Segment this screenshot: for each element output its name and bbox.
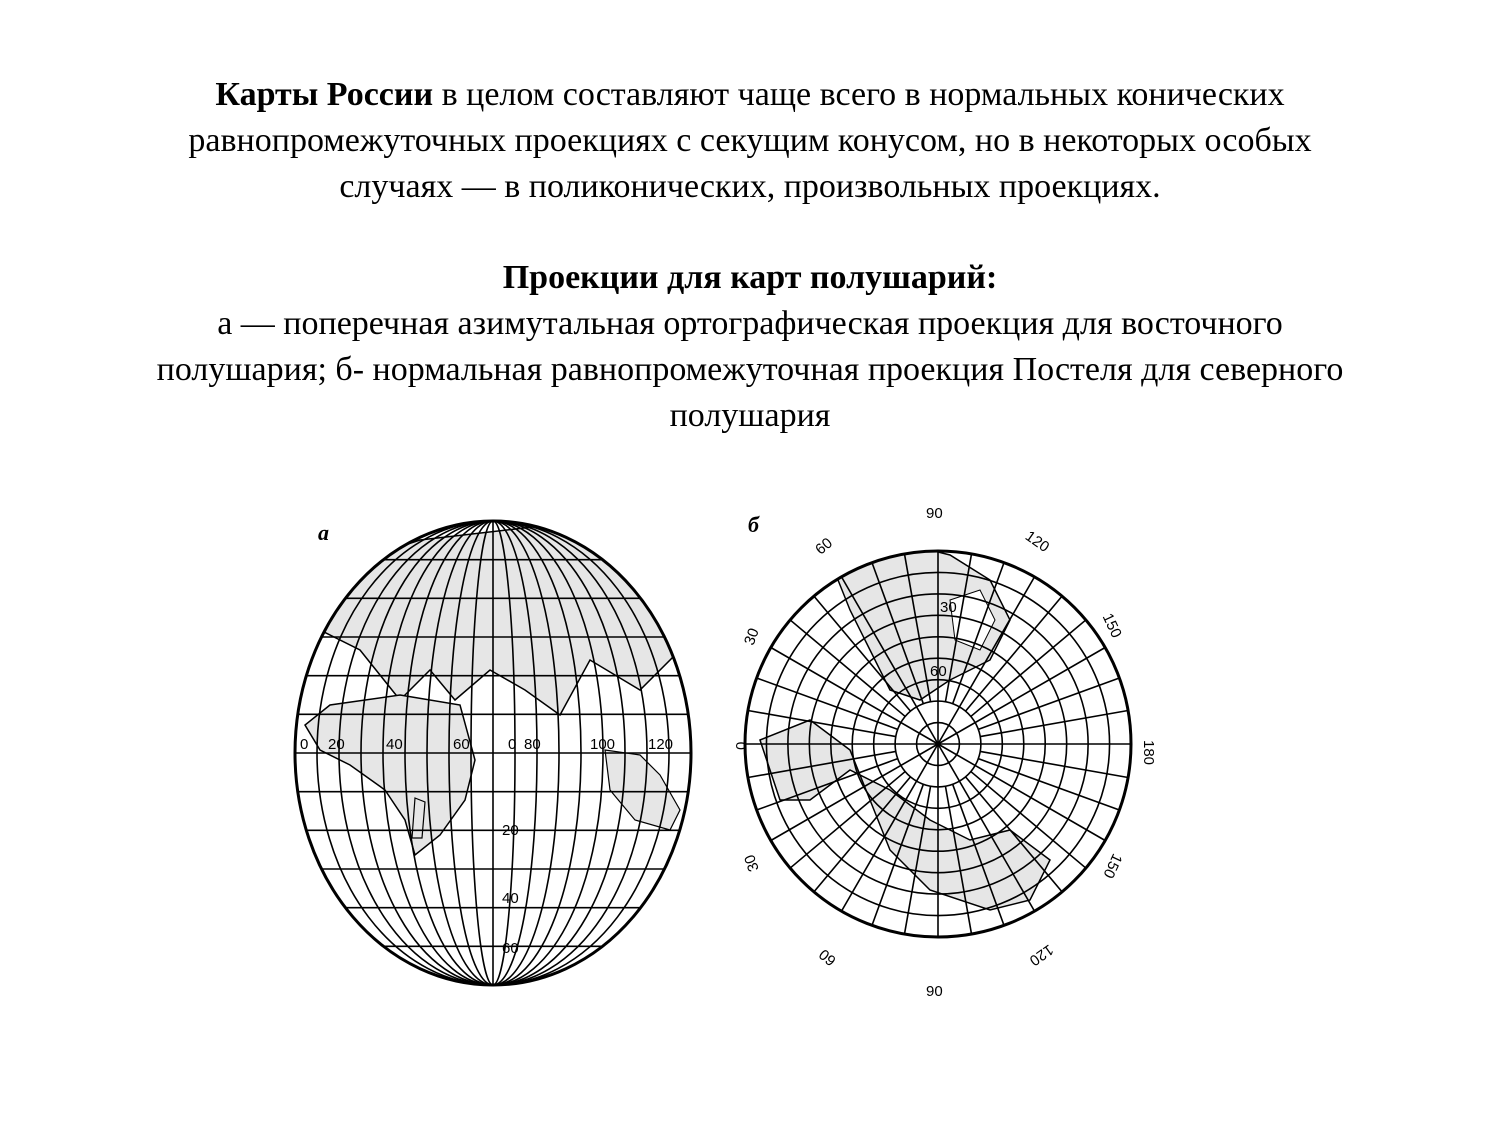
map-a-equator-label: 40 xyxy=(386,736,403,753)
map-b-label-lower-left-60: 60 xyxy=(815,945,840,970)
map-b-meridian xyxy=(980,751,1128,777)
intro-line-1: в целом составляют чаще всего в нормальных конических xyxy=(433,76,1285,113)
map-b-graticule xyxy=(745,551,1131,937)
caption-paragraph xyxy=(60,255,1440,439)
map-b-label-inner-60: 60 xyxy=(930,663,947,680)
map-b-label-bottom: 90 xyxy=(926,983,943,997)
map-b-label-lower-right-120: 120 xyxy=(1026,940,1057,970)
intro-bold-term: Карты России xyxy=(215,76,434,113)
map-a-equator-label: 60 xyxy=(453,736,470,753)
map-a-equator-label: 0 xyxy=(508,736,517,753)
caption-title: Проекции для карт полушарий: xyxy=(502,259,998,296)
map-a-meridian-label: 20 xyxy=(502,822,519,839)
map-b-letter: б xyxy=(748,512,759,537)
map-a-orthographic xyxy=(295,520,691,985)
map-b-label-left: 0 xyxy=(733,741,750,750)
caption-line-1: а — поперечная азимутальная ортографическая проекция для восточного xyxy=(217,305,1283,342)
map-b-label-right: 180 xyxy=(1140,740,1157,766)
map-b-postel xyxy=(733,505,1157,997)
map-a-equator-label: 0 xyxy=(300,736,309,753)
map-a-equator-label: 100 xyxy=(590,736,616,753)
map-a-meridian-label: 60 xyxy=(502,940,519,957)
map-b-label-inner-30: 30 xyxy=(940,599,957,616)
caption-line-2: полушария; б- нормальная равнопромежуточная проекция Постеля для северного xyxy=(156,351,1344,388)
map-a-meridian-label: 40 xyxy=(502,890,519,907)
map-b-label-upper-right-120: 120 xyxy=(1021,527,1053,556)
map-b-label-lower-left-30: 30 xyxy=(741,852,763,874)
map-b-label-upper-left-60: 60 xyxy=(812,534,836,559)
caption-line-3: полушария xyxy=(669,397,831,434)
projection-figure xyxy=(290,500,1165,997)
intro-line-3: случаях — в поликонических, произвольных проекциях. xyxy=(339,168,1161,205)
map-b-meridian xyxy=(980,710,1128,736)
map-b-label-upper-left-30: 30 xyxy=(741,625,763,648)
projection-figure-svg xyxy=(290,500,1165,997)
map-b-meridian xyxy=(978,678,1119,729)
map-a-letter: а xyxy=(318,520,329,545)
map-b-meridian xyxy=(757,678,898,729)
map-b-meridian xyxy=(978,759,1119,810)
map-a-equator-label: 20 xyxy=(328,736,345,753)
map-a-equator-label: 120 xyxy=(648,736,674,753)
map-b-label-top: 90 xyxy=(926,505,943,522)
map-a-equator-label: 80 xyxy=(524,736,541,753)
map-b-label-upper-right-150: 150 xyxy=(1098,610,1125,641)
intro-paragraph xyxy=(60,72,1440,210)
map-b-label-lower-right-150: 150 xyxy=(1099,850,1126,881)
intro-line-2: равнопромежуточных проекциях с секущим конусом, но в некоторых особых xyxy=(188,122,1312,159)
